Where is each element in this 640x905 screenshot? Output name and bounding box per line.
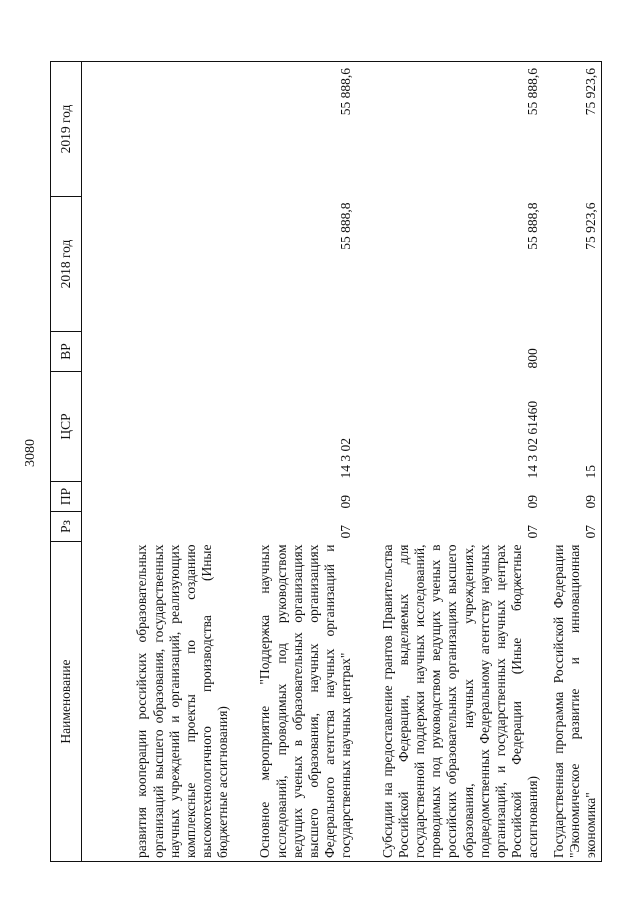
budget-table — [50, 61, 602, 862]
row-rz — [82, 512, 234, 542]
row-rz: 07 — [337, 525, 353, 539]
header-name: Наименование — [51, 542, 82, 862]
row-vr — [543, 332, 602, 372]
header-rz: Рз — [51, 512, 82, 542]
header-2019: 2019 год — [51, 62, 82, 197]
row-name: Государственная программа Российской Федерации "Экономическое развитие и инновационная экономика" — [543, 542, 602, 862]
row-name: Основное мероприятие "Поддержка научных исследований, проводимых под руководством ведущих ученых в образовательных организациях высшего образования, научных организациях Федерального агентства научных организаций и государственных научных центрах" — [233, 542, 356, 862]
row-2018 — [82, 197, 234, 332]
row-vr — [233, 332, 356, 372]
row-2019: 55 888,6 — [356, 62, 543, 197]
table-header — [51, 62, 82, 862]
row-csr: 14 3 02 61460 — [524, 400, 540, 479]
row-name: развития кооперации российских образовательных организаций высшего образования, государственных научных учреждений и организаций, реализующих комплексные проекты по созданию высокотехнологичного производства (Иные бюджетные ассигнования) — [82, 542, 234, 862]
page-number: 3080 — [23, 439, 38, 467]
row-rz: 07 — [524, 525, 540, 539]
row-vr: 800 — [524, 348, 540, 369]
header-pr: ПР — [51, 482, 82, 512]
row-2018: 55 888,8 — [524, 202, 540, 250]
header-csr: ЦСР — [51, 372, 82, 482]
table-row — [82, 62, 234, 862]
row-pr: 09 — [543, 482, 602, 512]
row-csr: 14 3 02 — [337, 438, 353, 479]
row-2018: 55 888,8 — [337, 202, 353, 250]
row-name: Субсидии на предоставление грантов Правительства Российской Федерации, выделяемых для государственной поддержки научных исследований, проводимых под руководством ведущих ученых в российских образовательных организациях высшего образования, научных учреждениях, подведомственных Федеральному агентству научных организаций, и государственных научных центрах Российской Федерации (Иные бюджетные ассигнования) — [356, 542, 543, 862]
table-row — [233, 62, 356, 862]
row-vr — [82, 332, 234, 372]
row-2019: 55 888,6 — [233, 62, 356, 197]
rotated-page — [50, 62, 615, 862]
row-pr: 09 — [337, 495, 353, 509]
header-2018: 2018 год — [51, 197, 82, 332]
row-rz: 07 — [543, 512, 602, 542]
table-row — [543, 62, 602, 862]
row-csr: 15 — [543, 372, 602, 482]
row-csr — [82, 372, 234, 482]
row-pr: 09 — [524, 495, 540, 509]
row-2019 — [82, 62, 234, 197]
table-row — [356, 62, 543, 862]
row-2018: 75 923,6 — [543, 197, 602, 332]
row-pr — [82, 482, 234, 512]
row-2019: 75 923,6 — [543, 62, 602, 197]
header-vr: ВР — [51, 332, 82, 372]
